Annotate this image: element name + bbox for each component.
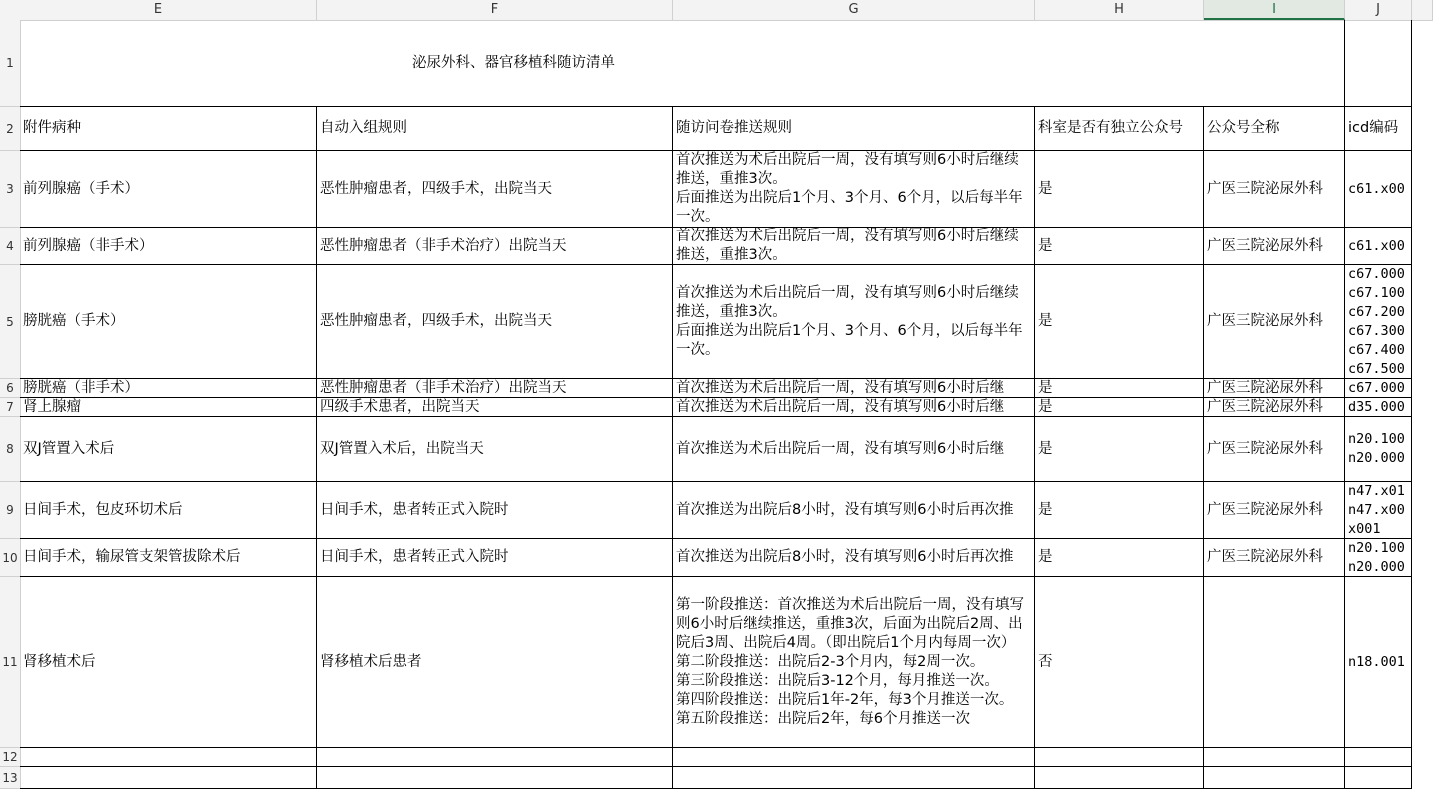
cell-push-rule-11[interactable] <box>673 577 1035 748</box>
cell-text: 恶性肿瘤患者（非手术治疗）出院当天 <box>320 237 567 254</box>
cell-push-rule-8[interactable] <box>673 417 1035 482</box>
cell-auto-rule-11[interactable] <box>317 577 673 748</box>
cell-text: 前列腺癌（非手术） <box>23 237 154 254</box>
column-header-g[interactable]: G <box>673 0 1035 20</box>
cell-account-name-4[interactable] <box>1204 228 1345 265</box>
cell-has-account-4[interactable] <box>1035 228 1204 265</box>
cell-has-account-5[interactable] <box>1035 265 1204 379</box>
cell-icd-10[interactable] <box>1345 539 1412 577</box>
empty-cell-13[interactable] <box>20 767 317 789</box>
header-icd[interactable]: icd编码 <box>1345 107 1412 151</box>
cell-disease-4[interactable] <box>20 228 317 265</box>
cell-has-account-6[interactable] <box>1035 379 1204 398</box>
cell-text: 是 <box>1038 379 1053 396</box>
cell-text: 是 <box>1038 501 1053 518</box>
cell-text: c61.x00 <box>1348 180 1405 197</box>
empty-cell-12[interactable] <box>1035 748 1204 767</box>
cell-text: 广医三院泌尿外科 <box>1207 501 1323 518</box>
cell-account-name-5[interactable] <box>1204 265 1345 379</box>
cell-disease-10[interactable] <box>20 539 317 577</box>
header-push-rule[interactable]: 随访问卷推送规则 <box>673 107 1035 151</box>
cell-auto-rule-9[interactable] <box>317 482 673 539</box>
cell-text: 恶性肿瘤患者（非手术治疗）出院当天 <box>320 379 567 396</box>
cell-disease-3[interactable] <box>20 151 317 228</box>
cell-text: d35.000 <box>1348 398 1405 415</box>
cell-icd-8[interactable] <box>1345 417 1412 482</box>
cell-has-account-3[interactable] <box>1035 151 1204 228</box>
empty-cell-13[interactable] <box>673 767 1035 789</box>
cell-text: 第一阶段推送：首次推送为术后出院后一周，没有填写则6小时后继续推送，重推3次，后面为出院后2周、出院后3周、出院后4周。（即出院后1个月内每周一次） 第二阶段推送：出院后2-3个月内，每2周一次。 第三阶段推送：出院后3-12个月，每月推送一次。 第四阶段推送：出院后1年-2年，每3个月推送一次。 第五阶段推送：出院后2年，每6个月推送一次 <box>676 596 1024 727</box>
cell-text: 广医三院泌尿外科 <box>1207 398 1323 415</box>
cell-text: 首次推送为术后出院后一周，没有填写则6小时后继 <box>676 379 1005 396</box>
cell-account-name-10[interactable] <box>1204 539 1345 577</box>
column-header-j[interactable]: J <box>1345 0 1412 20</box>
cell-text: n20.100 n20.000 <box>1348 539 1405 575</box>
cell-text: 膀胱癌（非手术） <box>23 379 139 396</box>
cell-icd-9[interactable] <box>1345 482 1412 539</box>
cell-auto-rule-4[interactable] <box>317 228 673 265</box>
cell-has-account-7[interactable] <box>1035 398 1204 417</box>
row-header-1[interactable]: 1 <box>0 20 20 107</box>
cell-text: 首次推送为术后出院后一周，没有填写则6小时后继续推送，重推3次。 后面推送为出院后1个月、3个月、6个月，以后每半年一次。 <box>676 152 1023 225</box>
row-header-7[interactable]: 7 <box>0 398 20 417</box>
cell-text: 四级手术患者，出院当天 <box>320 398 480 415</box>
cell-icd-3[interactable] <box>1345 151 1412 228</box>
empty-cell-13[interactable] <box>1204 767 1345 789</box>
row-header-6[interactable]: 6 <box>0 379 20 398</box>
sheet-title: 泌尿外科、器官移植科随访清单 <box>412 54 615 71</box>
cell-disease-11[interactable] <box>20 577 317 748</box>
cell-text: 是 <box>1038 398 1053 415</box>
cell-auto-rule-3[interactable] <box>317 151 673 228</box>
empty-cell-12[interactable] <box>20 748 317 767</box>
row-header-11[interactable]: 11 <box>0 577 20 748</box>
column-header-e[interactable]: E <box>0 0 317 20</box>
cell-text: 是 <box>1038 180 1053 197</box>
cell-text: n20.100 n20.000 <box>1348 431 1405 466</box>
cell-has-account-10[interactable] <box>1035 539 1204 577</box>
cell-push-rule-4[interactable] <box>673 228 1035 265</box>
cell-has-account-11[interactable] <box>1035 577 1204 748</box>
empty-cell-13[interactable] <box>1035 767 1204 789</box>
cell-text: 广医三院泌尿外科 <box>1207 379 1323 396</box>
cell-disease-5[interactable] <box>20 265 317 379</box>
cell-icd-7[interactable] <box>1345 398 1412 417</box>
cell-has-account-8[interactable] <box>1035 417 1204 482</box>
cell-push-rule-9[interactable] <box>673 482 1035 539</box>
cell-text: 广医三院泌尿外科 <box>1207 237 1323 254</box>
cell-text: c67.000 <box>1348 379 1405 396</box>
cell-push-rule-3[interactable] <box>673 151 1035 228</box>
cell-text: 广医三院泌尿外科 <box>1207 180 1323 197</box>
cell-text: 是 <box>1038 313 1053 329</box>
cell-text: 恶性肿瘤患者，四级手术，出院当天 <box>320 180 552 197</box>
cell-text: 首次推送为术后出院后一周，没有填写则6小时后继 <box>676 440 1005 457</box>
cell-text: 日间手术，患者转正式入院时 <box>320 549 509 565</box>
row-header-4[interactable]: 4 <box>0 228 20 265</box>
cell-account-name-11[interactable] <box>1204 577 1345 748</box>
row-header-9[interactable]: 9 <box>0 482 20 539</box>
cell-auto-rule-6[interactable] <box>317 379 673 398</box>
cell-text: n47.x01 n47.x00 x001 <box>1348 482 1405 537</box>
cell-text: c67.000 c67.100 c67.200 c67.300 c67.400 c67.500 <box>1348 265 1405 377</box>
cell-text: 首次推送为术后出院后一周，没有填写则6小时后继续推送，重推3次。 后面推送为出院后1个月、3个月、6个月，以后每半年一次。 <box>676 284 1023 358</box>
cell-text: 日间手术，输尿管支架管拔除术后 <box>23 549 241 565</box>
cell-has-account-9[interactable] <box>1035 482 1204 539</box>
row-header-3[interactable]: 3 <box>0 151 20 228</box>
cell-icd-4[interactable] <box>1345 228 1412 265</box>
cell-disease-9[interactable] <box>20 482 317 539</box>
cell-push-rule-7[interactable] <box>673 398 1035 417</box>
cell-text: 日间手术，患者转正式入院时 <box>320 501 509 518</box>
cell-account-name-6[interactable] <box>1204 379 1345 398</box>
cell-text: 肾上腺瘤 <box>23 398 81 415</box>
empty-cell-12[interactable] <box>1345 748 1412 767</box>
cell-push-rule-6[interactable] <box>673 379 1035 398</box>
cell-text: 是 <box>1038 440 1053 457</box>
cell-text: 膀胱癌（手术） <box>23 313 125 329</box>
cell-text: 否 <box>1038 653 1053 670</box>
column-header-bar <box>0 0 1433 21</box>
empty-cell-12[interactable] <box>1204 748 1345 767</box>
empty-cell-13[interactable] <box>317 767 673 789</box>
cell-account-name-7[interactable] <box>1204 398 1345 417</box>
column-header-i[interactable]: I <box>1204 0 1345 20</box>
header-has-account[interactable]: 科室是否有独立公众号 <box>1035 107 1204 151</box>
cell-text: 前列腺癌（手术） <box>23 180 139 197</box>
cell-icd-6[interactable] <box>1345 379 1412 398</box>
empty-cell-12[interactable] <box>673 748 1035 767</box>
cell-disease-6[interactable] <box>20 379 317 398</box>
column-header-filler <box>1412 0 1433 20</box>
cell-text: 日间手术，包皮环切术后 <box>23 501 183 518</box>
row-header-bar <box>0 20 21 789</box>
cell-auto-rule-10[interactable] <box>317 539 673 577</box>
cell-text: 双J管置入术后，出院当天 <box>320 440 484 457</box>
cell-push-rule-10[interactable] <box>673 539 1035 577</box>
cell-disease-7[interactable] <box>20 398 317 417</box>
cell-text: 首次推送为术后出院后一周，没有填写则6小时后继续推送，重推3次。 <box>676 228 1019 263</box>
cell-icd-5[interactable] <box>1345 265 1412 379</box>
column-header-h[interactable]: H <box>1035 0 1204 20</box>
cell-account-name-3[interactable] <box>1204 151 1345 228</box>
cell-push-rule-5[interactable] <box>673 265 1035 379</box>
title-cell[interactable] <box>20 20 1345 107</box>
cell-account-name-9[interactable] <box>1204 482 1345 539</box>
cell-text: 双J管置入术后 <box>23 440 115 457</box>
row-header-8[interactable]: 8 <box>0 417 20 482</box>
header-auto-rule[interactable]: 自动入组规则 <box>317 107 673 151</box>
cell-text: 肾移植术后患者 <box>320 653 422 670</box>
cell-disease-8[interactable] <box>20 417 317 482</box>
cell-text: 首次推送为术后出院后一周，没有填写则6小时后继 <box>676 398 1005 415</box>
cell-text: 是 <box>1038 237 1053 254</box>
cell-text: 首次推送为出院后8小时，没有填写则6小时后再次推 <box>676 501 1014 518</box>
row-header-5[interactable]: 5 <box>0 265 20 379</box>
cell-text: c61.x00 <box>1348 237 1405 254</box>
header-disease[interactable]: 附件病种 <box>20 107 317 151</box>
cell-auto-rule-7[interactable] <box>317 398 673 417</box>
cell-j1[interactable] <box>1345 20 1412 107</box>
cell-text: 恶性肿瘤患者，四级手术，出院当天 <box>320 313 552 329</box>
cell-auto-rule-8[interactable] <box>317 417 673 482</box>
row-header-12[interactable]: 12 <box>0 748 20 767</box>
cell-text: 首次推送为出院后8小时，没有填写则6小时后再次推 <box>676 549 1014 565</box>
empty-cell-12[interactable] <box>317 748 673 767</box>
cell-icd-11[interactable] <box>1345 577 1412 748</box>
row-header-2[interactable]: 2 <box>0 107 20 151</box>
cell-text: 是 <box>1038 549 1053 565</box>
header-account-name[interactable]: 公众号全称 <box>1204 107 1345 151</box>
cell-text: 广医三院泌尿外科 <box>1207 440 1323 457</box>
cell-text: 广医三院泌尿外科 <box>1207 549 1323 565</box>
row-header-10[interactable]: 10 <box>0 539 20 577</box>
cell-text: 肾移植术后 <box>23 653 96 670</box>
cell-text: n18.001 <box>1348 653 1405 670</box>
cell-account-name-8[interactable] <box>1204 417 1345 482</box>
empty-cell-13[interactable] <box>1345 767 1412 789</box>
row-header-13[interactable]: 13 <box>0 767 20 789</box>
cell-text: 广医三院泌尿外科 <box>1207 313 1323 329</box>
cell-auto-rule-5[interactable] <box>317 265 673 379</box>
column-header-f[interactable]: F <box>317 0 673 20</box>
